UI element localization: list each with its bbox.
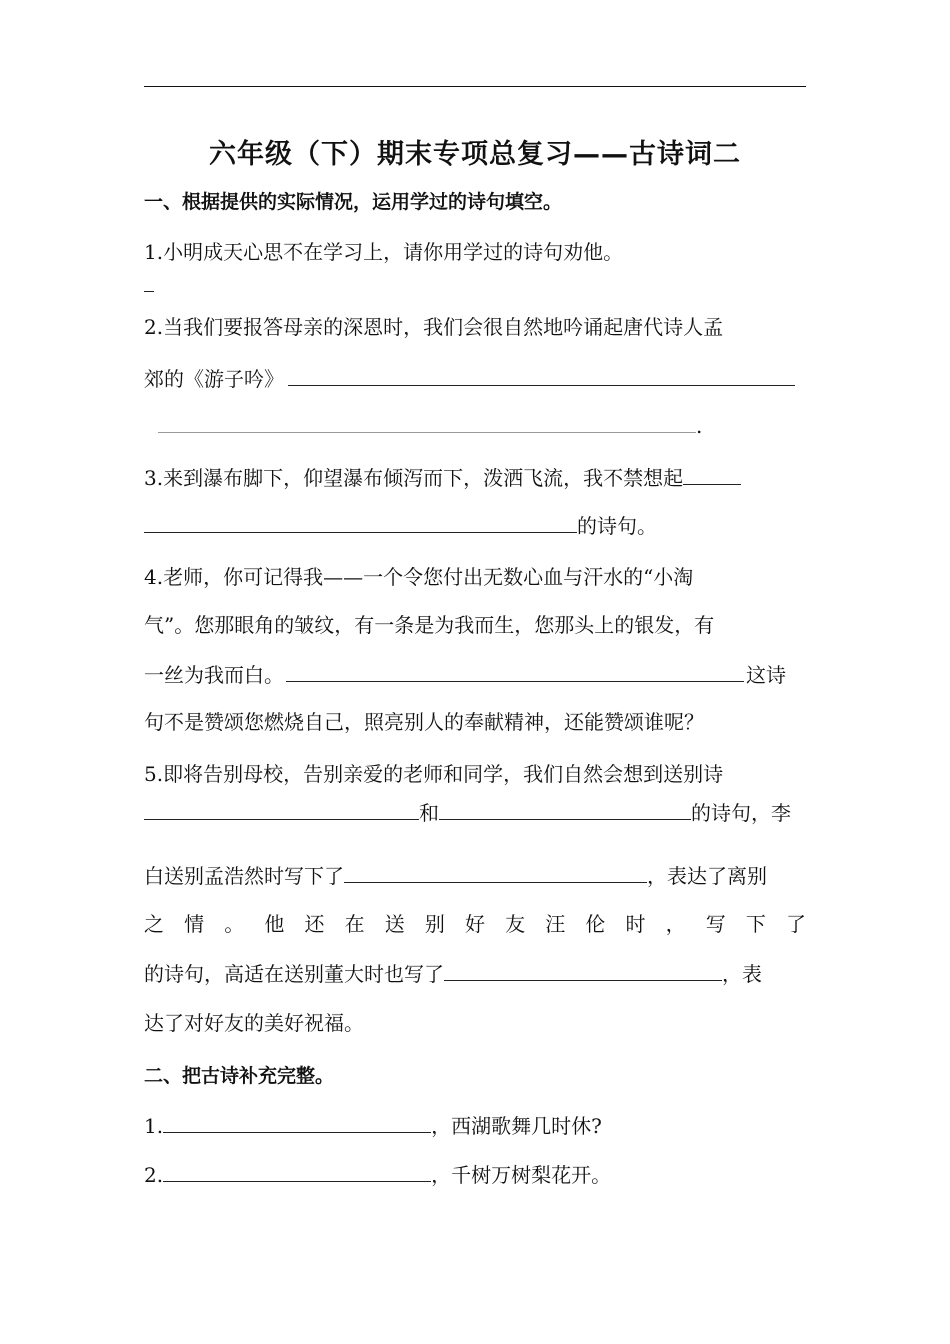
answer-blank-1-5c[interactable]: [344, 860, 647, 883]
question-2-1-text: ，西湖歌舞几时休?: [431, 1114, 602, 1138]
question-1-4-start: 一丝为我而白。: [144, 663, 284, 687]
answer-blank-1-5d[interactable]: [444, 958, 722, 981]
char: 还: [304, 912, 325, 936]
question-2-2-num: 2.: [144, 1163, 164, 1187]
char: 他: [264, 912, 285, 936]
char: 时: [625, 912, 646, 936]
question-1-5-line5-end: ，表: [722, 962, 762, 986]
answer-blank-1-1[interactable]: [144, 291, 154, 292]
char: 别: [424, 912, 445, 936]
question-1-5-line4: [144, 910, 806, 938]
char: 之: [144, 912, 164, 936]
period: .: [696, 414, 703, 438]
header-rule: [144, 86, 806, 87]
char: 汪: [545, 912, 566, 936]
answer-blank-1-2b[interactable]: [158, 410, 696, 433]
question-1-5-line2: [144, 797, 791, 827]
answer-blank-2-1[interactable]: [163, 1110, 431, 1133]
answer-blank-1-3b[interactable]: [144, 510, 577, 533]
question-1-5-line2-end: 的诗句，李: [691, 801, 791, 825]
question-1-4-line3: [144, 659, 786, 689]
question-1-5-line3-end: ，表达了离别: [647, 864, 767, 888]
question-1-4-line2: 气”。您那眼角的皱纹，有一条是为我而生，您那头上的银发，有: [144, 613, 715, 637]
char: 。: [224, 912, 245, 936]
char: 伦: [585, 912, 606, 936]
question-2-2-text: ，千树万树梨花开。: [431, 1163, 612, 1187]
question-1-5-line1: 5.即将告别母校，告别亲爱的老师和同学，我们自然会想到送别诗: [144, 762, 724, 786]
question-2-1-num: 1.: [144, 1114, 164, 1138]
question-1-3-end: 的诗句。: [577, 514, 657, 538]
char: 情: [184, 912, 205, 936]
question-1-5-line5-start: 的诗句，高适在送别董大时也写了: [144, 962, 444, 986]
question-1-5-line5: [144, 958, 762, 988]
char: 下: [745, 912, 766, 936]
question-1-2-line1: 2.当我们要报答母亲的深恩时，我们会很自然地吟诵起唐代诗人孟: [144, 315, 724, 339]
char: 友: [505, 912, 526, 936]
question-1-5-line6: 达了对好友的美好祝福。: [144, 1011, 364, 1035]
question-1-2-line2: [144, 363, 795, 393]
char: 写: [705, 912, 726, 936]
answer-blank-1-2a[interactable]: [288, 363, 795, 386]
question-1-2-line3: [158, 410, 702, 440]
question-2-1: [144, 1110, 602, 1140]
answer-blank-2-2[interactable]: [163, 1159, 431, 1182]
question-1-5-and: 和: [419, 801, 439, 825]
question-1-4-line4: 句不是赞颂您燃烧自己，照亮别人的奉献精神，还能赞颂谁呢？: [144, 710, 704, 734]
char: 在: [344, 912, 365, 936]
question-1-5-line3: [144, 860, 767, 890]
question-1-4-line1: 4.老师，你可记得我——一个令您付出无数心血与汗水的“小淘: [144, 565, 694, 589]
answer-blank-1-5a[interactable]: [144, 797, 419, 820]
section1-heading: 一、根据提供的实际情况，运用学过的诗句填空。: [144, 191, 563, 213]
answer-blank-1-5b[interactable]: [439, 797, 691, 820]
char: 了: [786, 912, 806, 936]
question-2-2: [144, 1159, 611, 1189]
question-1-3-text: 3.来到瀑布脚下，仰望瀑布倾泻而下，泼洒飞流，我不禁想起: [144, 466, 684, 490]
char: 送: [384, 912, 405, 936]
question-1-3-line2: [144, 510, 657, 540]
section2-heading: 二、把古诗补充完整。: [144, 1065, 335, 1087]
char: ，: [665, 912, 686, 936]
question-1-5-line3-start: 白送别孟浩然时写下了: [144, 864, 344, 888]
question-1-4-end: 这诗: [746, 663, 786, 687]
page-title: 六年级（下）期末专项总复习——古诗词二: [209, 139, 741, 170]
question-1-2-text: 郊的《游子吟》: [144, 367, 284, 391]
char: 好: [465, 912, 485, 936]
question-1-1: 1.小明成天心思不在学习上，请你用学过的诗句劝他。: [144, 240, 624, 264]
answer-blank-1-3a[interactable]: [683, 462, 741, 485]
question-1-3-line1: [144, 462, 741, 492]
answer-blank-1-4[interactable]: [286, 659, 744, 682]
